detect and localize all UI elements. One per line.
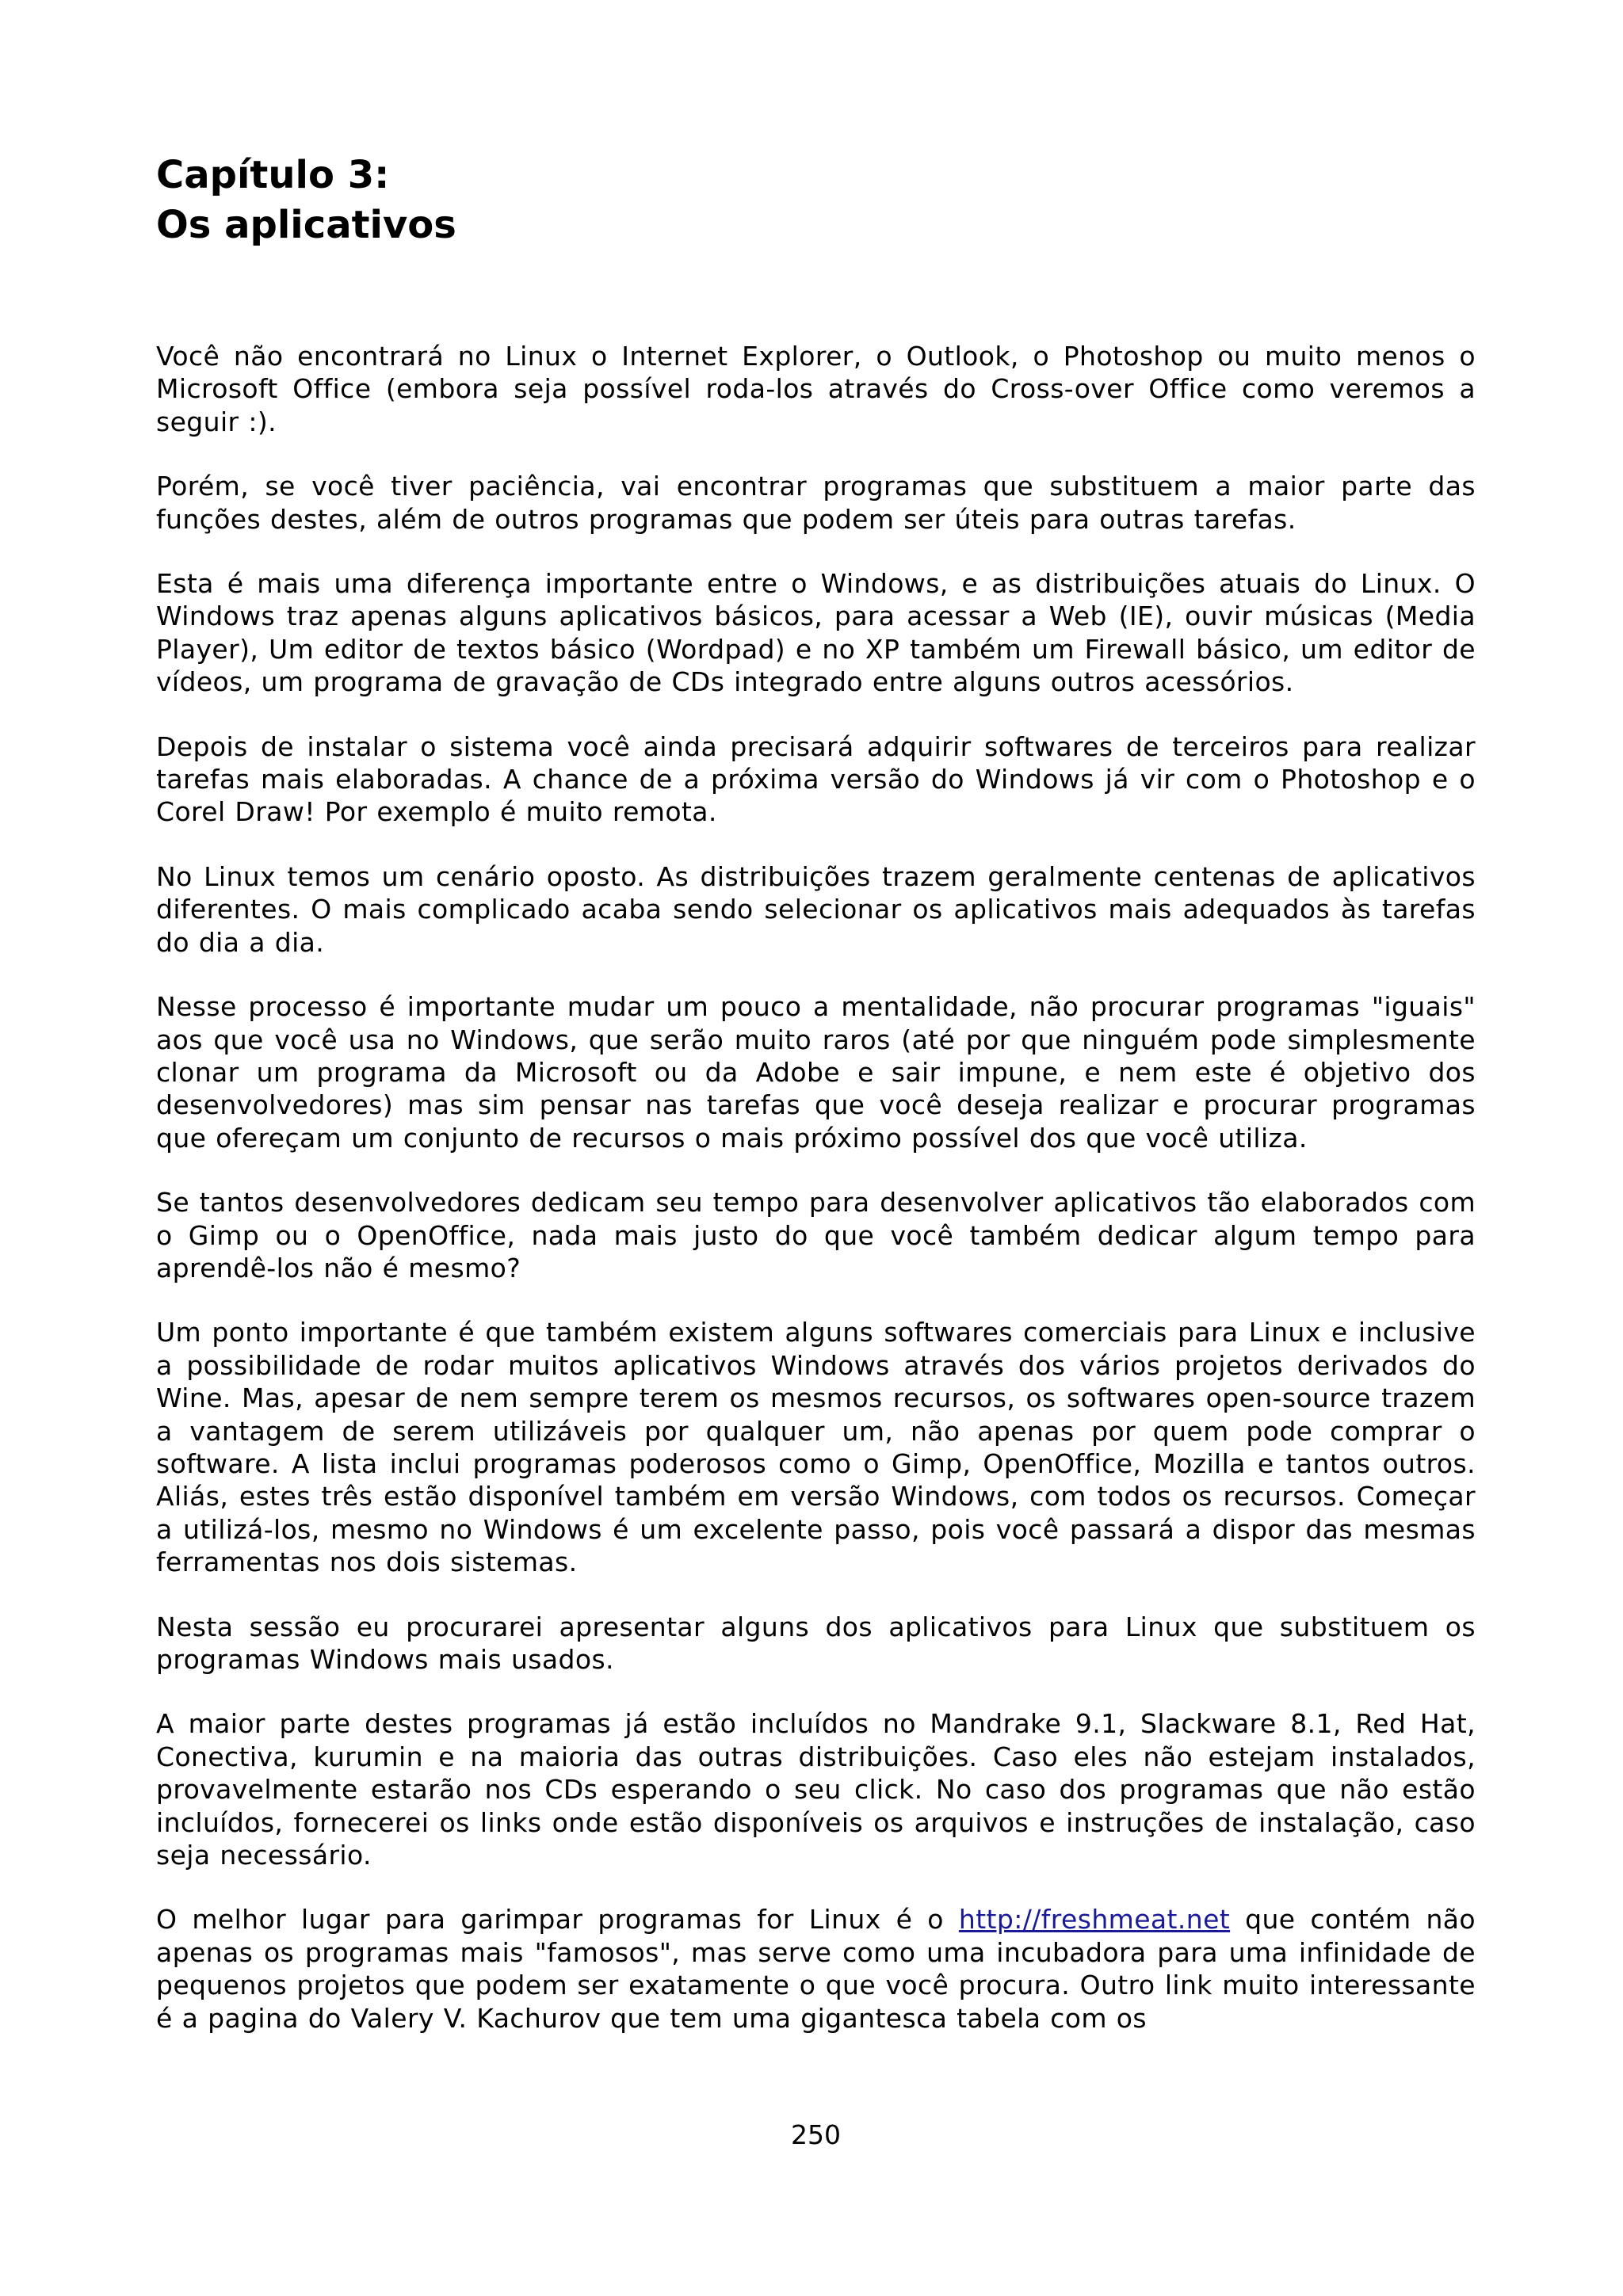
chapter-name: Os aplicativos xyxy=(156,203,456,247)
chapter-number: Capítulo 3: xyxy=(156,153,390,197)
paragraph-9: Nesta sessão eu procurarei apresentar alguns dos aplicativos para Linux que substituem os programas Windows mais usados. xyxy=(156,1611,1476,1675)
paragraph-5: No Linux temos um cenário oposto. As distribuições trazem geralmente centenas de aplicativos diferentes. O mais complicado acaba sendo selecionar os aplicativos mais adequados às tarefas do dia a dia. xyxy=(156,860,1476,958)
paragraph-10: A maior parte destes programas já estão incluídos no Mandrake 9.1, Slackware 8.1, Red Hat, Conectiva, kurumin e na maioria das outras distribuições. Caso eles não estejam instalados, provavelmente estarão nos CDs esperando o seu click. No caso dos programas que não estão incluídos, fornecerei os links onde estão disponíveis os arquivos e instruções de instalação, caso seja necessário. xyxy=(156,1708,1476,1871)
page-number: 250 xyxy=(791,2119,841,2150)
paragraph-11-text-start: O melhor lugar para garimpar programas for Linux é o xyxy=(156,1904,959,1936)
paragraph-6: Nesse processo é importante mudar um pouco a mentalidade, não procurar programas "iguais" aos que você usa no Windows, que serão muito raros (até por que ninguém pode simplesmente clonar um programa da Microsoft ou da Adobe e sair impune, e nem este é objetivo dos desenvolvedores) mas sim pensar nas tarefas que você deseja realizar e procurar programas que ofereçam um conjunto de recursos o mais próximo possível dos que você utiliza. xyxy=(156,991,1476,1154)
body-text xyxy=(156,340,1476,2066)
paragraph-4: Depois de instalar o sistema você ainda precisará adquirir softwares de terceiros para realizar tarefas mais elaboradas. A chance de a próxima versão do Windows já vir com o Photoshop e o Corel Draw! Por exemplo é muito remota. xyxy=(156,730,1476,828)
paragraph-11 xyxy=(156,1903,1476,2035)
freshmeat-link[interactable]: http://freshmeat.net xyxy=(958,1904,1231,1936)
paragraph-2: Porém, se você tiver paciência, vai encontrar programas que substituem a maior parte das funções destes, além de outros programas que podem ser úteis para outras tarefas. xyxy=(156,471,1476,535)
paragraph-7: Se tantos desenvolvedores dedicam seu tempo para desenvolver aplicativos tão elaborados com o Gimp ou o OpenOffice, nada mais justo do que você também dedicar algum tempo para aprendê-los não é mesmo? xyxy=(156,1187,1476,1283)
paragraph-8: Um ponto importante é que também existem alguns softwares comerciais para Linux e inclusive a possibilidade de rodar muitos aplicativos Windows através dos vários projetos derivados do Wine. Mas, apesar de nem sempre terem os mesmos recursos, os softwares open-source trazem a vantagem de serem utilizáveis por qualquer um, não apenas por quem pode comprar o software. A lista inclui programas poderosos como o Gimp, OpenOffice, Mozilla e tantos outros. Aliás, estes três estão disponível também em versão Windows, com todos os recursos. Começar a utilizá-los, mesmo no Windows é um excelente passo, pois você passará a dispor das mesmas ferramentas nos dois sistemas. xyxy=(156,1317,1476,1578)
paragraph-1: Você não encontrará no Linux o Internet Explorer, o Outlook, o Photoshop ou muito menos o Microsoft Office (embora seja possível roda-los através do Cross-over Office como veremos a seguir :). xyxy=(156,341,1476,437)
paragraph-3: Esta é mais uma diferença importante entre o Windows, e as distribuições atuais do Linux. O Windows traz apenas alguns aplicativos básicos, para acessar a Web (IE), ouvir músicas (Media Player), Um editor de textos básico (Wordpad) e no XP também um Firewall básico, um editor de vídeos, um programa de gravação de CDs integrado entre alguns outros acessórios. xyxy=(156,568,1476,698)
paragraph-11-text-end: que contém não apenas os programas mais "famosos", mas serve como uma incubadora para uma infinidade de pequenos projetos que podem ser exatamente o que você procura. Outro link muito interessante é a pagina do Valery V. Kachurov que tem uma gigantesca tabela com os xyxy=(156,1904,1476,2034)
chapter-title xyxy=(156,151,456,250)
